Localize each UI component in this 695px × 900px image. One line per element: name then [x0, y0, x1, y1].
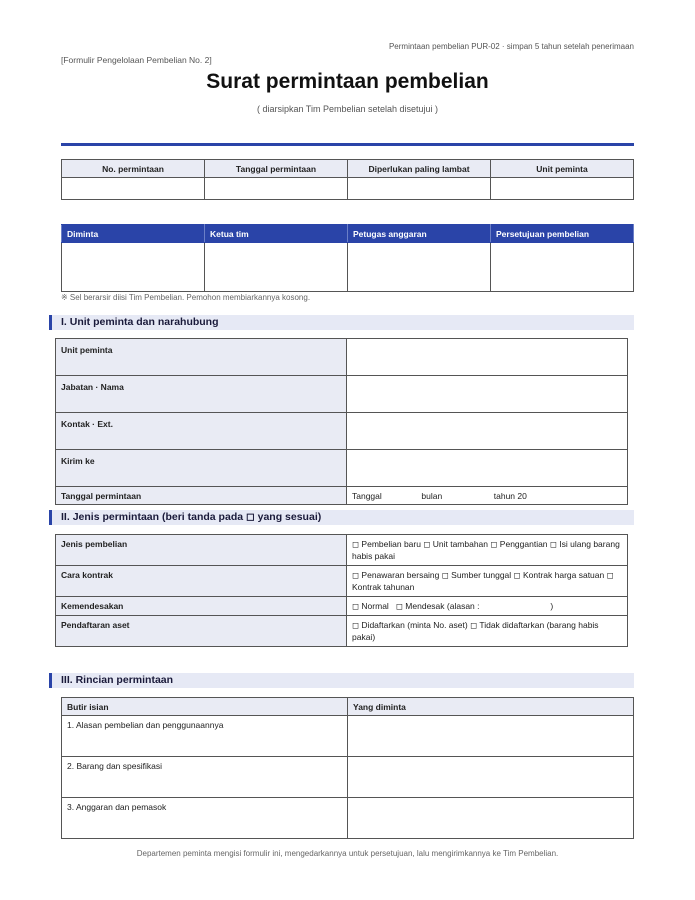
item-goods-spec: 2. Barang dan spesifikasi [62, 757, 348, 798]
section-1-header [49, 315, 634, 330]
budget-supplier-input[interactable] [348, 798, 634, 839]
section-2-header [49, 510, 634, 525]
position-name-input[interactable] [347, 376, 628, 413]
section-marker [49, 673, 52, 688]
header-request-date: Tanggal permintaan [205, 160, 348, 178]
section-3-title: Rincian permintaan [75, 674, 174, 686]
budget-officer-signature-box[interactable] [348, 243, 491, 292]
label-send-to: Kirim ke [56, 450, 347, 487]
asset-registration-options[interactable]: ◻ Didaftarkan (minta No. aset) ◻ Tidak didaftarkan (barang habis pakai) [347, 616, 628, 647]
footer-instructions: Departemen peminta mengisi formulir ini, mengedarkannya untuk persetujuan, lalu mengirimkannya ke Tim Pembelian. [136, 849, 559, 858]
header-requesting-unit: Unit peminta [491, 160, 634, 178]
retention-note: Permintaan pembelian PUR-02 · simpan 5 tahun setelah penerimaan [388, 42, 634, 51]
purchase-approval-signature-box[interactable] [491, 243, 634, 292]
section-marker [49, 510, 52, 525]
label-request-date: Tanggal permintaan [56, 487, 347, 505]
header-requested: Diminta [62, 225, 205, 243]
header-team-lead: Ketua tim [205, 225, 348, 243]
request-details-table [61, 697, 634, 839]
label-urgency: Kemendesakan [56, 597, 347, 616]
reason-input[interactable] [348, 716, 634, 757]
requested-signature-box[interactable] [62, 243, 205, 292]
team-lead-signature-box[interactable] [205, 243, 348, 292]
send-to-input[interactable] [347, 450, 628, 487]
urgency-options[interactable]: ◻ Normal ◻ Mendesak (alasan : ) [347, 597, 628, 616]
request-date-field[interactable] [205, 178, 348, 200]
request-no-field[interactable] [62, 178, 205, 200]
contract-method-options[interactable]: ◻ Penawaran bersaing ◻ Sumber tunggal ◻ Kontrak harga satuan ◻ Kontrak tahunan [347, 566, 628, 597]
date-year-label: tahun 20 [493, 490, 527, 501]
header-item: Butir isian [62, 698, 348, 716]
date-day-label: Tanggal [352, 490, 382, 501]
header-budget-officer: Petugas anggaran [348, 225, 491, 243]
approval-table [61, 224, 634, 292]
label-requesting-unit: Unit peminta [56, 339, 347, 376]
item-reason: 1. Alasan pembelian dan penggunaannya [62, 716, 348, 757]
purchase-type-options[interactable]: ◻ Pembelian baru ◻ Unit tambahan ◻ Penggantian ◻ Isi ulang barang habis pakai [347, 535, 628, 566]
header-divider [61, 143, 634, 146]
section-3-numeral: III. [61, 674, 73, 686]
requester-table [55, 338, 628, 505]
requesting-unit-field[interactable] [491, 178, 634, 200]
section-2-numeral: II. [61, 511, 70, 523]
header-purchase-approval: Persetujuan pembelian [491, 225, 634, 243]
contact-ext-input[interactable] [347, 413, 628, 450]
request-info-table [61, 159, 634, 200]
section-1-numeral: I. [61, 316, 67, 328]
item-budget-supplier: 3. Anggaran dan pemasok [62, 798, 348, 839]
label-contact-ext: Kontak · Ext. [56, 413, 347, 450]
label-contract-method: Cara kontrak [56, 566, 347, 597]
section-1-title: Unit peminta dan narahubung [69, 316, 219, 328]
shaded-cell-note: ※ Sel berarsir diisi Tim Pembelian. Pemohon membiarkannya kosong. [61, 293, 311, 302]
page-title: Surat permintaan pembelian [206, 70, 489, 93]
header-requested-content: Yang diminta [348, 698, 634, 716]
label-purchase-type: Jenis pembelian [56, 535, 347, 566]
section-marker [49, 315, 52, 330]
page-subtitle: ( diarsipkan Tim Pembelian setelah disetujui ) [256, 104, 439, 114]
label-asset-registration: Pendaftaran aset [56, 616, 347, 647]
section-3-header [49, 673, 634, 688]
label-position-name: Jabatan · Nama [56, 376, 347, 413]
needed-by-field[interactable] [348, 178, 491, 200]
request-type-table [55, 534, 628, 647]
date-month-label: bulan [421, 490, 443, 501]
request-date-input[interactable] [347, 487, 628, 505]
header-needed-by: Diperlukan paling lambat [348, 160, 491, 178]
requesting-unit-input[interactable] [347, 339, 628, 376]
header-request-no: No. permintaan [62, 160, 205, 178]
section-2-title: Jenis permintaan (beri tanda pada ◻ yang sesuai) [72, 511, 322, 523]
form-number: [Formulir Pengelolaan Pembelian No. 2] [61, 55, 212, 65]
goods-spec-input[interactable] [348, 757, 634, 798]
